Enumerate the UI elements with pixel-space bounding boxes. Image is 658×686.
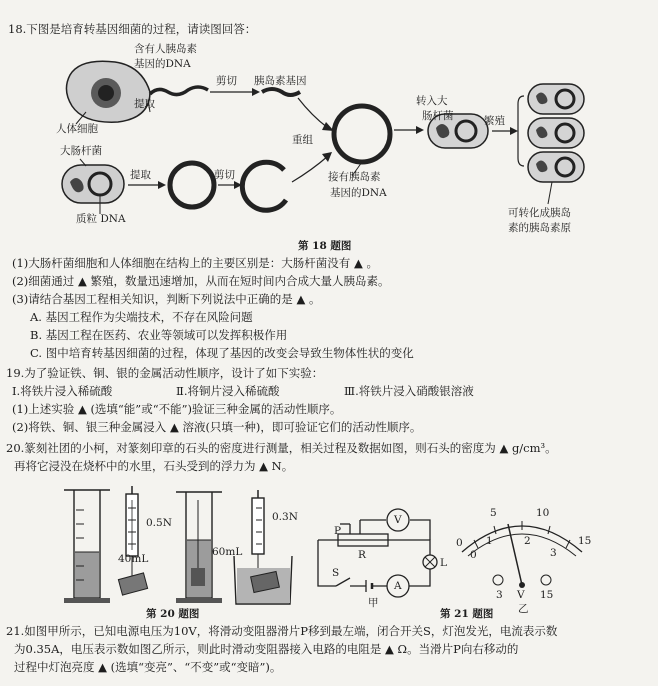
q21-line3: 过程中灯泡亮度 ▲ (选填“变亮”、“不变”或“变暗”)。 [14,660,282,674]
label-0-5n: 0.5N [146,517,172,529]
label-40ml: 40mL [118,553,149,565]
label-s: S [332,567,340,579]
q20-line1: 20.篆刻社团的小柯，对篆刻印章的石头的密度进行测量，相关过程及数据如图，则石头的密度为 ▲ g/cm³。 [6,441,557,455]
label-extract-2: 提取 [130,169,151,181]
q18-sub2: (2)细菌通过 ▲ 繁殖，数量迅速增加，从而在短时间内合成大量人胰岛素。 [12,274,390,288]
q18-option-b: B. 基因工程在医药、农业等领域可以发挥积极作用 [30,328,288,342]
label-reproduce: 繁殖 [484,115,505,127]
label-human-cell: 人体细胞 [56,123,98,135]
spring-scale-2-icon [252,490,264,572]
cylinder-1-icon [64,490,110,603]
dial-label-1: 1 [486,535,493,547]
label-l: L [440,557,447,569]
label-product-2: 素的胰岛素原 [508,222,571,234]
q18-option-c: C. 图中培育转基因细菌的过程，体现了基因的改变会导致生物体性状的变化 [30,346,414,360]
terminal-3: 3 [496,589,503,601]
q19-stem: 19.为了验证铁、铜、银的金属活动性顺序，设计了如下实验： [6,366,324,380]
dial-label-0: 0 [456,537,463,549]
q21-line1: 21.如图甲所示，已知电源电压为10V，将滑动变阻器滑片P移到最左端，闭合开关S，灯泡发光，电流表示数 [6,624,558,638]
label-cut-1: 剪切 [216,75,237,87]
terminal-v: V [517,589,525,601]
label-recombinant-1: 接有胰岛素 [328,171,381,183]
label-a: A [394,580,402,592]
dial-label-3: 3 [550,547,557,559]
spring-scale-1-icon [118,486,147,595]
dial-label-zero: 0 [470,549,477,561]
terminal-15: 15 [540,589,554,601]
beaker-icon [234,556,292,604]
lamp-icon [423,555,437,569]
q18-sub3: (3)请结合基因工程相关知识，判断下列说法中正确的是 ▲ 。 [12,292,321,306]
label-ecoli: 大肠杆菌 [60,145,102,157]
q21-caption: 第 21 题图 [440,608,494,620]
q20-line2: 再将它浸没在烧杯中的水里，石头受到的浮力为 ▲ N。 [14,459,294,473]
q19-exp1: Ⅰ.将铁片浸入稀硫酸 [12,384,113,398]
label-recombinant-2: 基因的DNA [330,187,387,199]
q19-exp3: Ⅲ.将铁片浸入硝酸银溶液 [344,384,474,398]
label-v: V [394,514,402,526]
dial-label-2: 2 [524,535,531,547]
label-yi: 乙 [518,603,529,615]
q19-sub1: (1)上述实验 ▲ (选填“能”或“不能”)验证三种金属的活动性顺序。 [12,402,342,416]
label-plasmid: 质粒 DNA [76,213,126,225]
dial-label-15: 15 [578,535,592,547]
label-insulin-gene: 胰岛素基因 [254,75,307,87]
label-jia: 甲 [368,597,379,609]
q18-sub1: (1)大肠杆菌细胞和人体细胞在结构上的主要区别是：大肠杆菌没有 ▲ 。 [12,256,378,270]
label-transfer-1: 转入大 [416,95,448,107]
label-product-1: 可转化成胰岛 [508,207,571,219]
dial-needle [508,524,522,585]
label-extract-1: 提取 [134,98,155,110]
q21-line2: 为0.35A，电压表示数如图乙所示，则此时滑动变阻器接入电路的电阻是 ▲ Ω。当滑片P向右移动的 [14,642,519,656]
label-cut-2: 剪切 [214,169,235,181]
q19-exp2: Ⅱ.将铜片浸入稀硫酸 [176,384,280,398]
q18-option-a: A. 基因工程作为尖端技术，不存在风险问题 [30,310,253,324]
q18-stem: 18.下图是培育转基因细菌的过程，请读图回答： [8,22,257,36]
label-60ml: 60mL [212,546,243,558]
q18-caption: 第 18 题图 [298,240,352,252]
q19-sub2: (2)将铁、铜、银三种金属浸入 ▲ 溶液(只填一种)，即可验证它们的活动性顺序。 [12,420,422,434]
q20-caption: 第 20 题图 [146,608,200,620]
dial-label-10: 10 [536,507,550,519]
label-recombine: 重组 [292,134,313,146]
label-transfer-2: 肠杆菌 [422,110,454,122]
label-0-3n: 0.3N [272,511,298,523]
dial-label-5: 5 [490,507,497,519]
label-human-dna-2: 基因的DNA [134,58,191,70]
label-human-dna-1: 含有人胰岛素 [134,43,197,55]
voltmeter-dial-icon [462,521,582,588]
label-r: R [358,549,366,561]
label-p: P [334,525,342,537]
